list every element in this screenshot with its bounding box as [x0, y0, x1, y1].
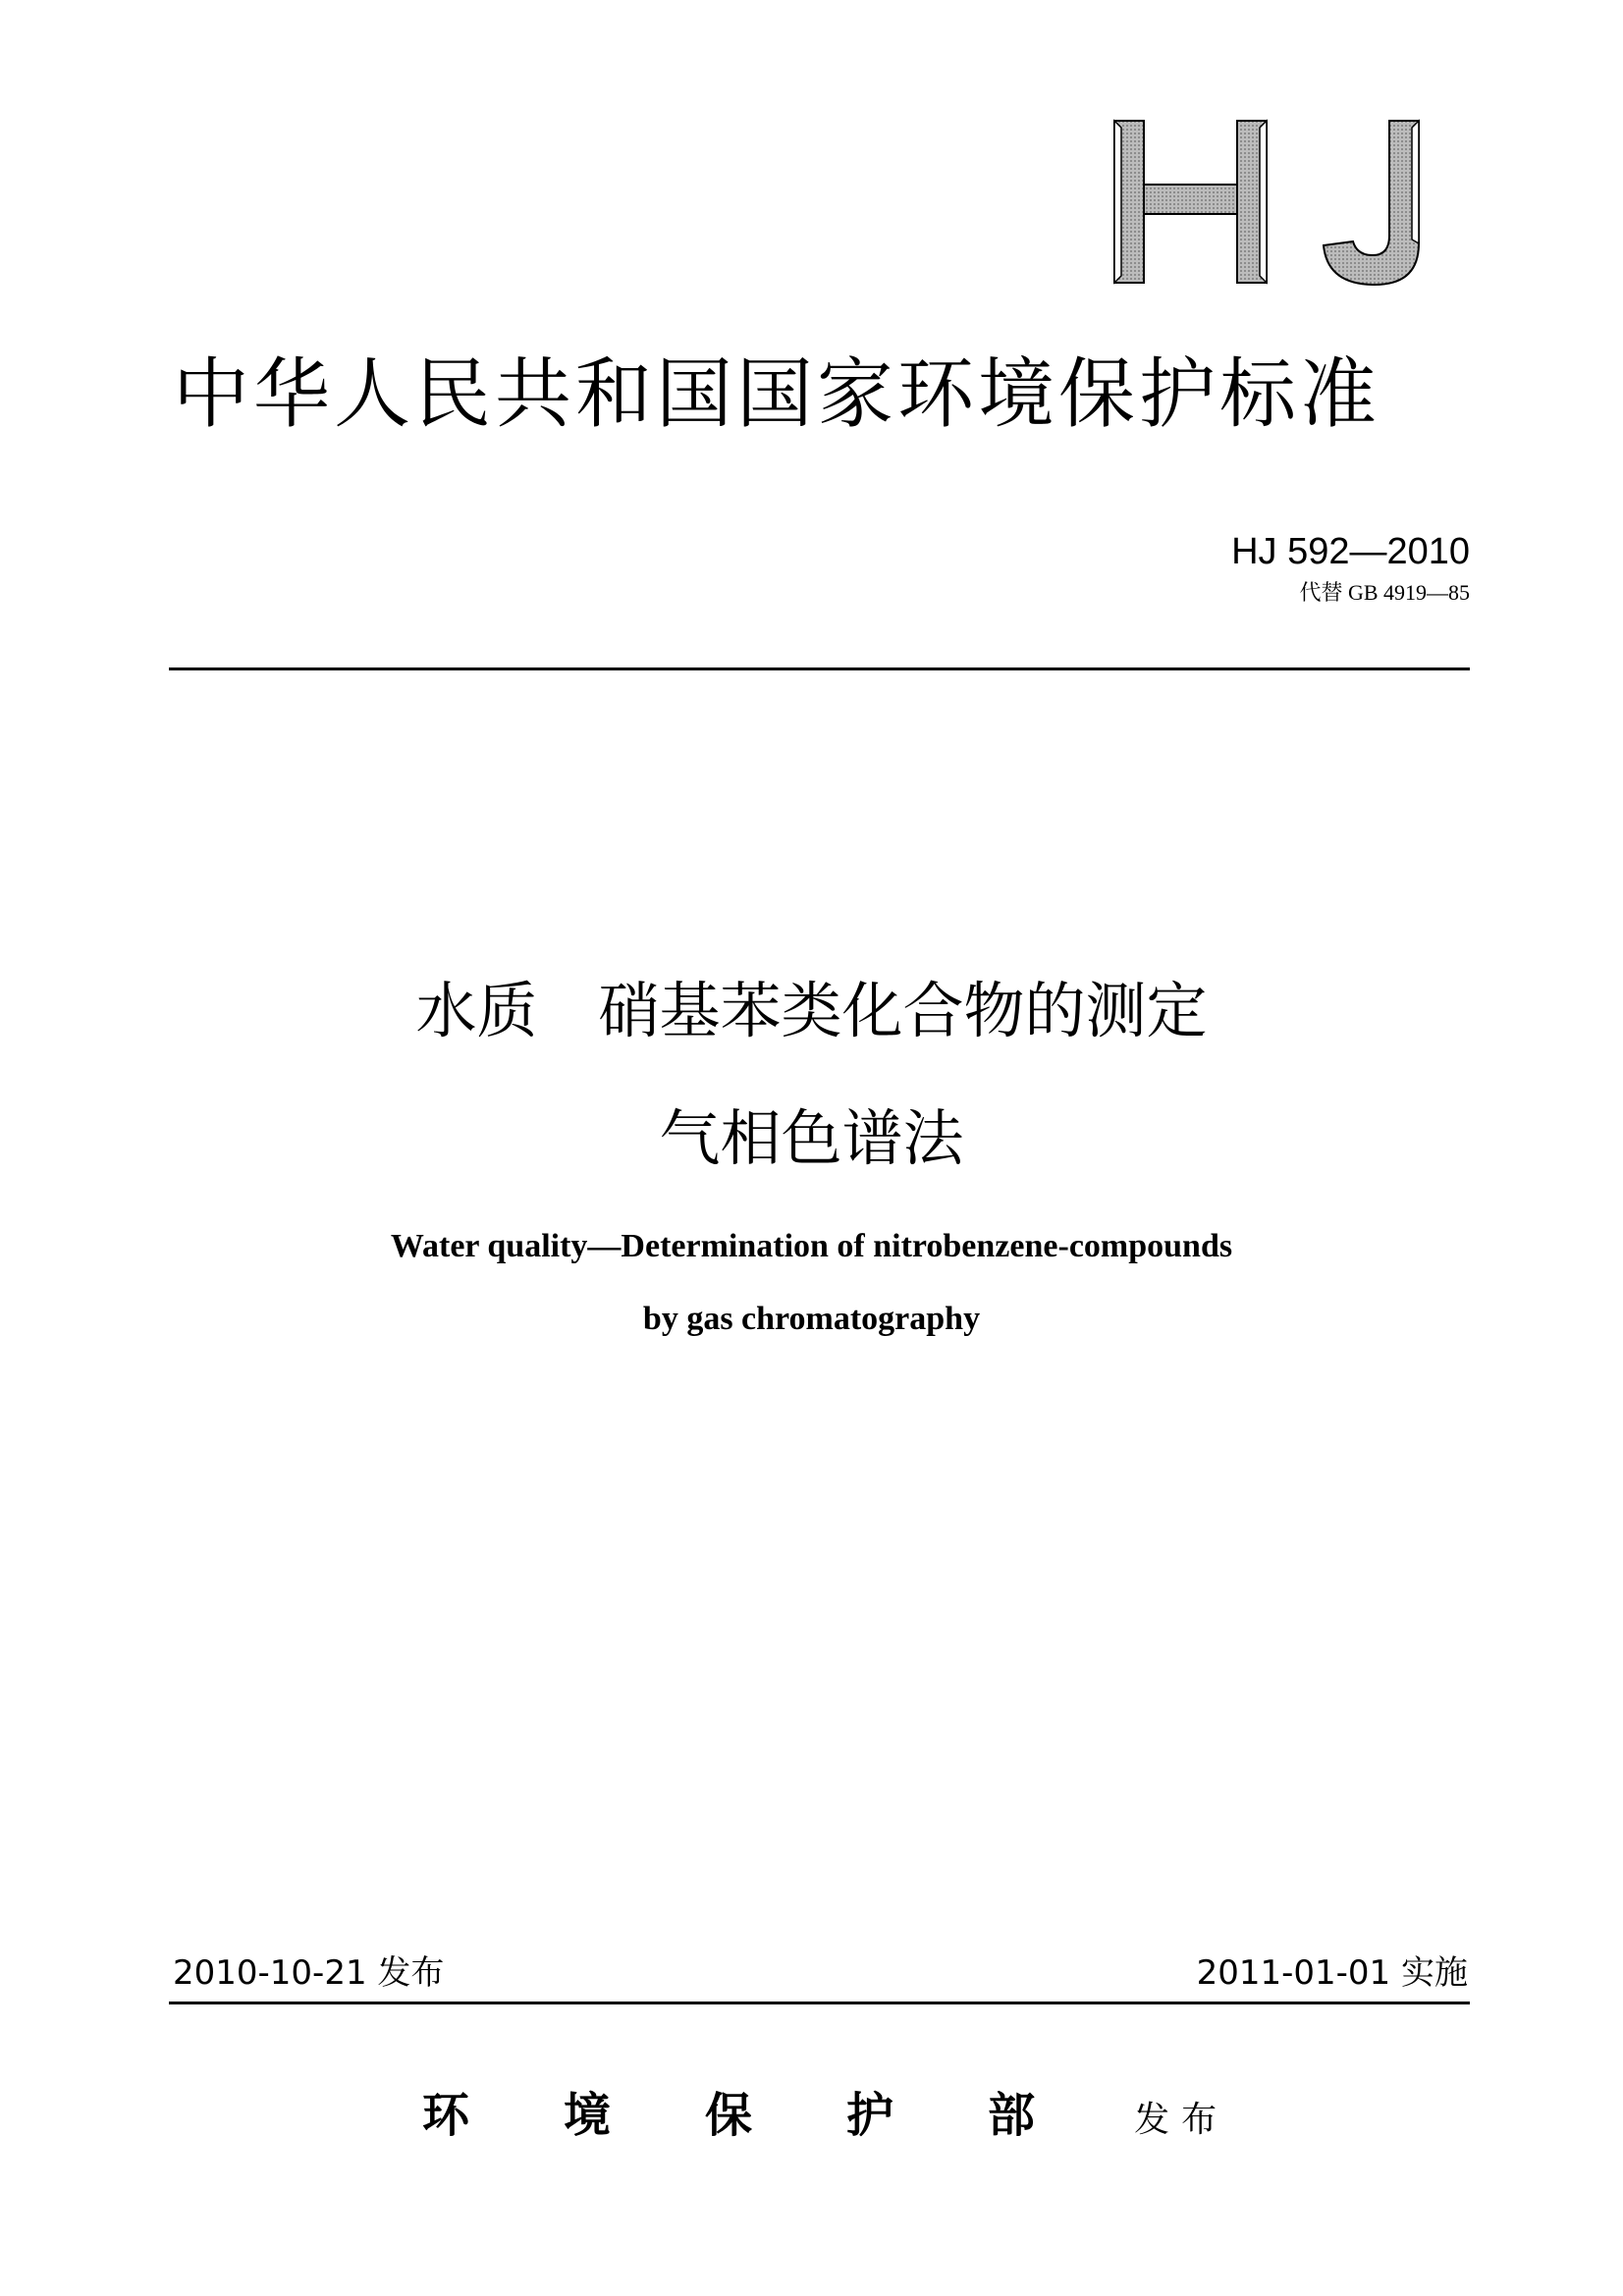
publish-date: 2010-10-21 发布	[173, 1953, 445, 1993]
english-title-line-2: by gas chromatography	[642, 1301, 981, 1337]
hj-logo	[1109, 116, 1434, 293]
chinese-title-line-1: 水质 硝基苯类化合物的测定	[415, 975, 1208, 1046]
publisher-line	[422, 2081, 1228, 2155]
top-divider	[169, 667, 1470, 670]
svg-text:HJ: HJ	[1271, 287, 1274, 289]
effective-date: 2011-01-01 实施	[1196, 1953, 1468, 1993]
publisher-name: 环境保护部	[422, 2088, 1130, 2143]
chinese-title-line-2: 气相色谱法	[659, 1102, 964, 1174]
issuing-body-title: 中华人民共和国国家环境保护标准	[173, 350, 1381, 439]
publisher-suffix: 发布	[1134, 2100, 1229, 2140]
bottom-divider	[169, 2002, 1470, 2004]
standard-number: HJ 592—2010	[1231, 531, 1470, 572]
english-title-line-1: Water quality—Determination of nitrobenzene-compounds	[390, 1228, 1233, 1264]
replaces-standard: 代替 GB 4919—85	[1299, 580, 1470, 605]
